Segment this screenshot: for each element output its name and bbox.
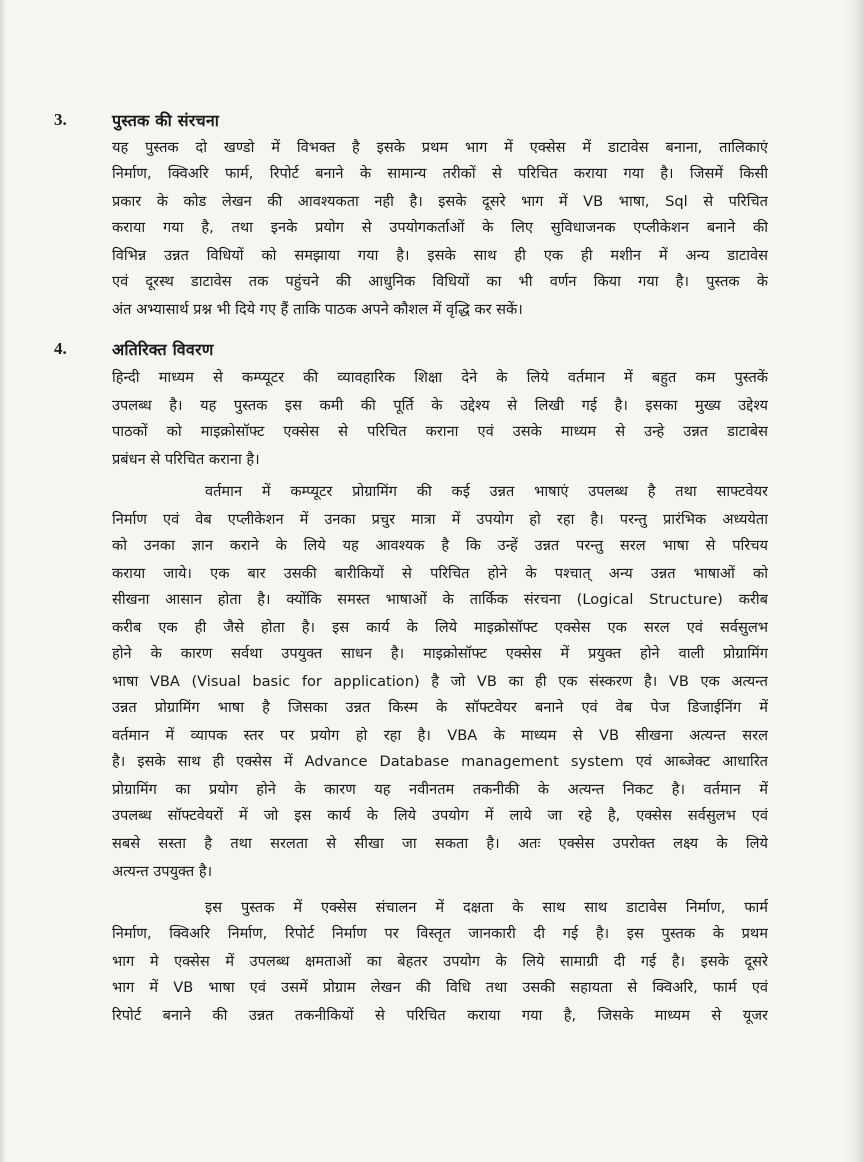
section-4-line: उपलब्ध सॉफ्टवेयरों में जो इस कार्य के लिये उपयोग में लाये जा रहे है, एक्सेस सर्वसुलभ एवं (112, 807, 768, 824)
section-4-line: रिपोर्ट बनाने की उन्नत तकनीकियों से परिचित कराया गया है, जिसके माध्यम से यूजर (112, 1007, 768, 1024)
section-3-line: निर्माण, क्विअरि फार्म, रिपोर्ट बनाने के सामान्य तरीकों से परिचित कराया गया है। जिसमें किसी (112, 165, 768, 182)
section-4-line: कराया जाये। एक बार उसकी बारीकियों से परिचित होने के पश्चात् अन्य उन्नत भाषाओं को (112, 565, 768, 582)
section-4-line: अत्यन्त उपयुक्त है। (112, 863, 213, 880)
section-4-number: 4. (54, 339, 67, 358)
section-4-line: होने के कारण सर्वथा उपयुक्त साधन है। माइक्रोसॉफ्ट एक्सेस में प्रयुक्त होने वाली प्रोग्रामिंग (112, 645, 768, 662)
section-4-line: उपलब्ध है। यह पुस्तक इस कमी की पूर्ति के उद्देश्य से लिखी गई है। इसका मुख्य उद्देश्य (112, 397, 768, 414)
section-4-line: उन्नत प्रोग्रामिंग भाषा है जिसका उन्नत किस्म के सॉफ्टवेयर बनाने एवं वेब पेज डिजाईनिंग में (112, 699, 768, 716)
section-4-line: प्रोग्रामिंग का प्रयोग होने के कारण यह नवीनतम तकनीकी के अत्यन्त निकट है। वर्तमान में (112, 781, 768, 798)
section-4-line: सबसे सस्ता है तथा सरलता से सीखा जा सकता है। अतः एक्सेस उपरोक्त लक्ष्य के लिये (112, 835, 768, 852)
section-4-line: है। इसके साथ ही एक्सेस में Advance Database management system एवं आब्जेक्ट आधारित (112, 753, 768, 770)
scan-left-shadow (0, 0, 6, 1162)
section-4-line: प्रबंधन से परिचित कराना है। (112, 451, 260, 468)
section-3-line: प्रकार के कोड लेखन की आवश्यकता नही है। इसके दूसरे भाग में VB भाषा, Sql से परिचित (112, 193, 768, 210)
section-4-line: वर्तमान में व्यापक स्तर पर प्रयोग हो रहा है। VBA के माध्यम से VB सीखना अत्यन्त सरल (112, 727, 768, 744)
section-4-line: को उनका ज्ञान कराने के लिये यह आवश्यक है कि उन्हें उन्नत परन्तु सरल भाषा से परिचय (112, 537, 768, 554)
section-4-line: पाठकों को माइक्रोसॉफ्ट एक्सेस से परिचित कराना एवं उसके माध्यम से उन्हे उन्नत डाटाबेस (112, 423, 768, 440)
section-4-line: करीब एक ही जैसे होता है। इस कार्य के लिये माइक्रोसॉफ्ट एक्सेस एक सरल एवं सर्वसुलभ (112, 619, 768, 636)
section-4-line: वर्तमान में कम्प्यूटर प्रोग्रामिंग की कई उन्नत भाषाएं उपलब्ध है तथा साफ्टवेयर (205, 483, 768, 500)
section-4-line: सीखना आसान होता है। क्योंकि समस्त भाषाओं के तार्किक संरचना (Logical Structure) करीब (112, 591, 768, 608)
section-3-number: 3. (54, 110, 67, 129)
section-3-line: यह पुस्तक दो खण्डो में विभक्त है इसके प्रथम भाग में एक्सेस में डाटावेस बनाना, तालिकाएं (112, 139, 768, 156)
section-4-line: भाग में VB भाषा एवं उसमें प्रोग्राम लेखन की विधि तथा उसकी सहायता से क्विअरि, फार्म एवं (112, 979, 768, 996)
section-3-line: कराया गया है, तथा इनके प्रयोग से उपयोगकर्ताओं के लिए सुविधाजनक एप्लीकेशन बनाने की (112, 219, 768, 236)
section-3-line: एवं दूरस्थ डाटावेस तक पहुंचने की आधुनिक विधियों का भी वर्णन किया गया है। पुस्तक के (112, 273, 768, 290)
section-4-line: भाषा VBA (Visual basic for application) है जो VB का ही एक संस्करण है। VB एक अत्यन्त (112, 673, 768, 690)
section-4-title: अतिरिक्त विवरण (112, 340, 214, 359)
section-3-line: विभिन्न उन्नत विधियों को समझाया गया है। इसके साथ ही एक ही मशीन में अन्य डाटावेस (112, 247, 768, 264)
section-4-line: निर्माण एवं वेब एप्लीकेशन में उनका प्रचुर मात्रा में उपयोग हो रहा है। परन्तु प्रारंभिक अध्ययेता (112, 511, 768, 528)
section-4-line: भाग मे एक्सेस में उपलब्ध क्षमताओं का बेहतर उपयोग के लिये सामाग्री दी गई है। इसके दूसरे (112, 953, 768, 970)
section-4-line: इस पुस्तक में एक्सेस संचालन में दक्षता के साथ साथ डाटावेस निर्माण, फार्म (205, 899, 768, 916)
section-4-line: निर्माण, क्विअरि निर्माण, रिपोर्ट निर्माण पर विस्तृत जानकारी दी गई है। इस पुस्तक के प्रथम (112, 925, 768, 942)
section-3-line: अंत अभ्यासार्थ प्रश्न भी दिये गए हैं ताकि पाठक अपने कौशल में वृद्धि कर सकें। (112, 301, 523, 318)
section-4-line: हिन्दी माध्यम से कम्प्यूटर की व्यावहारिक शिक्षा देने के लिये वर्तमान में बहुत कम पुस्तकें (112, 369, 768, 386)
section-3-title: पुस्तक की संरचना (112, 111, 220, 130)
scan-right-shadow (846, 0, 864, 1162)
